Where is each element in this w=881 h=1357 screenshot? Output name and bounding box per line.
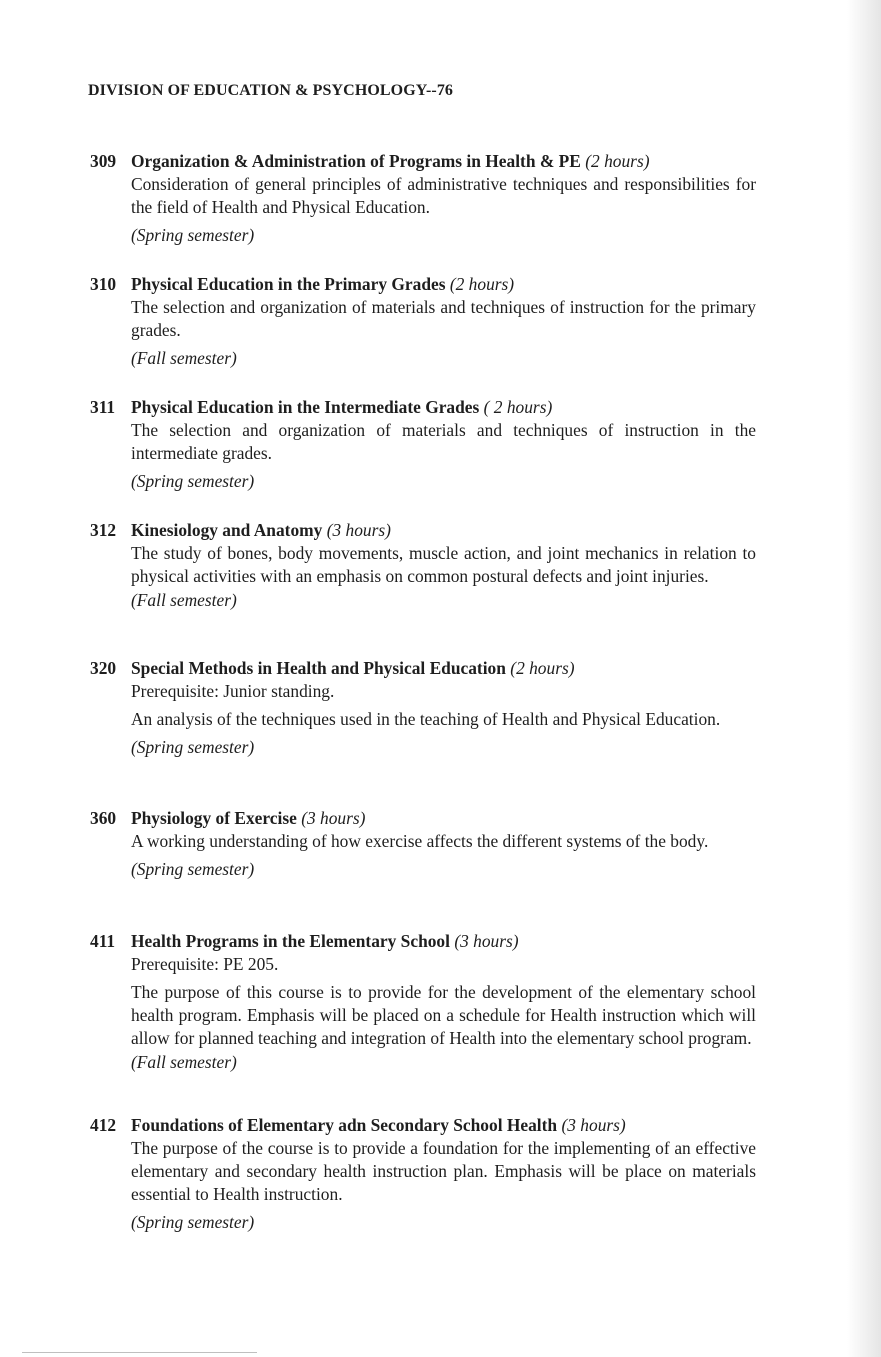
course-description: A working understanding of how exercise affects the different systems of the body. [131,831,709,851]
course-heading [90,807,756,830]
course-description: The selection and organization of materials and techniques of instruction in the intermediate grades. [131,420,756,463]
course-description: The study of bones, body movements, muscle action, and joint mechanics in relation to physical activities with an emphasis on common postural defects and joint injuries. [131,543,756,586]
course-hours: (2 hours) [585,151,650,171]
course-heading [90,519,756,542]
course-hours: (2 hours) [449,274,515,294]
course-number: 412 [90,1115,117,1135]
course-title: Physical Education in the Primary Grades [131,274,446,294]
course-title: Special Methods in Health and Physical Education [131,658,506,678]
course-number: 312 [90,520,117,540]
course-term: (Spring semester) [131,225,255,245]
course-hours: (3 hours) [301,808,366,828]
course-312 [90,519,756,612]
course-term: (Fall semester) [131,590,237,610]
course-title: Health Programs in the Elementary School [131,931,450,951]
course-number: 411 [90,931,116,951]
course-number: 360 [90,808,117,828]
course-body [131,419,756,493]
course-prerequisite: Prerequisite: Junior standing. [131,681,335,701]
course-term: (Spring semester) [131,737,255,757]
course-title: Organization & Administration of Programs in Health & PE [131,151,581,171]
course-title: Physical Education in the Intermediate Grades [131,397,480,417]
course-heading [90,657,756,680]
course-hours: (3 hours) [454,931,519,951]
course-term: (Spring semester) [131,471,255,491]
course-310 [90,273,756,370]
course-heading [90,396,756,419]
course-heading [90,273,756,296]
course-prerequisite: Prerequisite: PE 205. [131,954,279,974]
course-309 [90,150,756,247]
course-hours: (2 hours) [510,658,575,678]
course-number: 311 [90,397,116,417]
course-body [131,680,756,759]
course-body [131,953,756,1074]
course-hours: ( 2 hours) [483,397,553,417]
course-412 [90,1114,756,1234]
course-heading [90,1114,756,1137]
course-411 [90,930,756,1074]
bottom-rule [22,1352,257,1353]
course-hours: (3 hours) [326,520,391,540]
course-311 [90,396,756,493]
course-heading [90,150,756,173]
course-number: 320 [90,658,117,678]
course-term: (Spring semester) [131,1212,255,1232]
course-320 [90,657,756,759]
course-body [131,542,756,612]
course-360 [90,807,756,881]
course-description: The purpose of the course is to provide a foundation for the implementing of an effective elementary and secondary health instruction plan. Emphasis will be place on materials essential to Health instruction. [131,1138,756,1204]
course-title: Kinesiology and Anatomy [131,520,323,540]
page-header: DIVISION OF EDUCATION & PSYCHOLOGY--76 [88,82,454,99]
course-description: The selection and organization of materials and techniques of instruction for the primary grades. [131,297,756,340]
course-hours: (3 hours) [561,1115,626,1135]
page-edge-shadow [847,0,881,1357]
course-number: 309 [90,151,117,171]
course-body [131,173,756,247]
course-description: Consideration of general principles of administrative techniques and responsibilities for the field of Health and Physical Education. [131,174,756,217]
course-number: 310 [90,274,117,294]
course-heading [90,930,756,953]
course-description: An analysis of the techniques used in the teaching of Health and Physical Education. [131,709,721,729]
course-term: (Spring semester) [131,859,255,879]
course-term: (Fall semester) [131,1052,237,1072]
course-title: Foundations of Elementary adn Secondary School Health [131,1115,558,1135]
course-body [131,1137,756,1234]
course-description: The purpose of this course is to provide for the development of the elementary school health program. Emphasis will be placed on a schedule for Health instruction which will allow for planned teaching and integration of Health into the elementary school program. [131,982,756,1048]
course-term: (Fall semester) [131,348,237,368]
course-body [131,296,756,370]
course-title: Physiology of Exercise [131,808,297,828]
course-body [131,830,756,881]
